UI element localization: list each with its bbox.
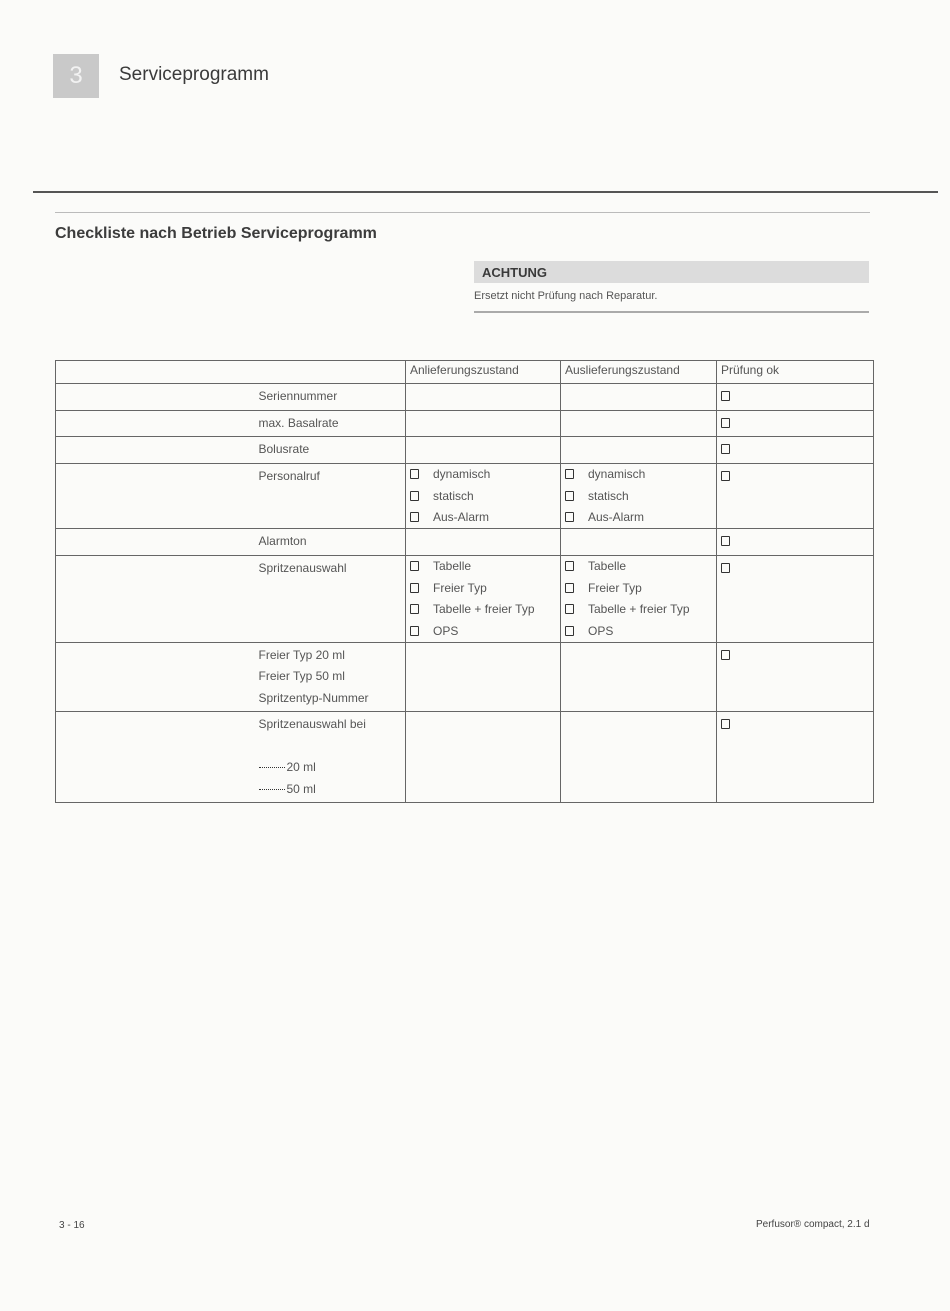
param-text: Spritzentyp-Nummer (258, 690, 369, 705)
checkbox-icon[interactable] (721, 471, 730, 481)
option-label: dynamisch (588, 467, 646, 482)
checkbox-icon[interactable] (410, 583, 419, 593)
checkbox-icon[interactable] (721, 563, 730, 573)
notice-heading: ACHTUNG (474, 261, 869, 283)
category-text (59, 558, 253, 580)
option-label: OPS (433, 623, 459, 638)
param-text (259, 757, 403, 779)
option-label: Tabelle (433, 559, 472, 574)
section-divider (55, 212, 870, 213)
fill-in-blank[interactable] (259, 789, 285, 790)
checkbox-icon[interactable] (565, 626, 574, 636)
aus-options-cell (561, 555, 717, 642)
header-cell (56, 361, 256, 384)
table-row (56, 642, 874, 712)
category-cell (56, 529, 256, 556)
pruefung-ok-cell (717, 384, 874, 411)
param-text: max. Basalrate (258, 415, 339, 430)
checkbox-option[interactable] (563, 577, 714, 599)
category-text (59, 466, 253, 488)
pruefung-ok-cell (717, 529, 874, 556)
category-text (59, 386, 253, 408)
option-label: OPS (588, 623, 614, 638)
checkbox-option[interactable] (408, 485, 558, 507)
aus-options-cell (561, 712, 717, 803)
checkbox-icon[interactable] (721, 444, 730, 454)
table-row (56, 384, 874, 411)
param-cell (256, 463, 406, 529)
param-text: Freier Typ 20 ml (258, 647, 345, 662)
param-text (259, 736, 403, 758)
option-label: Aus-Alarm (588, 510, 645, 525)
checkbox-option[interactable] (408, 620, 558, 642)
checkbox-option[interactable] (408, 464, 558, 486)
param-cell (256, 712, 406, 803)
option-label: Freier Typ (433, 580, 487, 595)
document-id: Perfusor® compact, 2.1 d (756, 1219, 870, 1230)
param-text: Spritzenauswahl bei (258, 717, 366, 731)
checkbox-icon[interactable] (565, 512, 574, 522)
anl-options-cell (406, 555, 561, 642)
pruefung-ok-cell (717, 437, 874, 464)
aus-options-cell (561, 529, 717, 556)
checkbox-option[interactable] (408, 577, 558, 599)
param-text: Personalruf (258, 468, 320, 483)
param-cell (256, 437, 406, 464)
param-text: Freier Typ 50 ml (258, 669, 345, 683)
param-text: Bolusrate (258, 442, 310, 456)
pruefung-ok-cell (717, 642, 874, 712)
checkbox-option[interactable] (563, 620, 714, 642)
category-cell (56, 410, 256, 437)
pruefung-ok-cell (717, 410, 874, 437)
option-label: Tabelle + freier Typ (433, 602, 535, 617)
param-text: Spritzenauswahl (258, 560, 347, 575)
category-text (59, 736, 253, 758)
table-row (56, 555, 874, 642)
checkbox-icon[interactable] (721, 719, 730, 729)
aus-options-cell (561, 437, 717, 464)
param-text: Alarmton (258, 534, 307, 548)
checkbox-option[interactable] (563, 507, 714, 529)
header-divider (33, 191, 938, 193)
checkbox-icon[interactable] (565, 604, 574, 614)
aus-options-cell (561, 463, 717, 529)
checkbox-option[interactable] (563, 599, 714, 621)
checkbox-icon[interactable] (565, 561, 574, 571)
aus-options-cell (561, 642, 717, 712)
checkbox-icon[interactable] (565, 583, 574, 593)
checkbox-icon[interactable] (410, 561, 419, 571)
header-cell: Auslieferungszustand (561, 361, 717, 384)
checkbox-option[interactable] (563, 485, 714, 507)
checkbox-icon[interactable] (721, 418, 730, 428)
checkbox-icon[interactable] (565, 469, 574, 479)
param-cell (256, 555, 406, 642)
category-text (59, 439, 253, 461)
volume-label: 50 ml (286, 781, 316, 796)
checkbox-option[interactable] (563, 464, 714, 486)
category-text (59, 645, 253, 667)
param-cell (256, 410, 406, 437)
checkbox-icon[interactable] (721, 391, 730, 401)
category-text (59, 531, 253, 553)
header-cell (256, 361, 406, 384)
checkbox-icon[interactable] (721, 536, 730, 546)
option-label: Freier Typ (588, 580, 642, 595)
header-cell: Anlieferungszustand (406, 361, 561, 384)
table-header-row (56, 361, 874, 384)
checkbox-icon[interactable] (565, 491, 574, 501)
notice-text: Ersetzt nicht Prüfung nach Reparatur. (474, 290, 658, 302)
checklist-table (55, 360, 874, 803)
anl-options-cell (406, 437, 561, 464)
checkbox-icon[interactable] (410, 604, 419, 614)
page-number: 3 - 16 (59, 1220, 85, 1231)
table-row (56, 712, 874, 803)
param-cell (256, 642, 406, 712)
table-row (56, 463, 874, 529)
category-cell (56, 463, 256, 529)
param-cell (256, 384, 406, 411)
pruefung-ok-cell (717, 463, 874, 529)
fill-in-blank[interactable] (259, 767, 285, 768)
pruefung-ok-cell (717, 712, 874, 803)
header-cell: Prüfung ok (717, 361, 874, 384)
option-label: Tabelle + freier Typ (588, 602, 690, 617)
anl-options-cell (406, 384, 561, 411)
chapter-number: 3 (53, 54, 99, 98)
option-label: dynamisch (433, 467, 491, 482)
aus-options-cell (561, 410, 717, 437)
checkbox-icon[interactable] (410, 512, 419, 522)
checkbox-option[interactable] (408, 556, 558, 578)
anl-options-cell (406, 463, 561, 529)
param-text (259, 779, 403, 801)
category-cell (56, 712, 256, 803)
option-label: Aus-Alarm (433, 510, 490, 525)
table-row (56, 437, 874, 464)
chapter-title: Serviceprogramm (119, 64, 269, 85)
anl-options-cell (406, 410, 561, 437)
param-text: Seriennummer (258, 389, 338, 403)
checkbox-icon[interactable] (721, 650, 730, 660)
category-cell (56, 555, 256, 642)
pruefung-ok-cell (717, 555, 874, 642)
category-cell (56, 437, 256, 464)
volume-label: 20 ml (286, 760, 316, 774)
anl-options-cell (406, 712, 561, 803)
param-cell (256, 529, 406, 556)
checkbox-option[interactable] (408, 507, 558, 529)
category-cell (56, 384, 256, 411)
anl-options-cell (406, 642, 561, 712)
option-label: statisch (433, 488, 474, 503)
category-text (59, 413, 253, 435)
category-cell (56, 642, 256, 712)
section-title: Checkliste nach Betrieb Serviceprogramm (55, 225, 377, 242)
checkbox-icon[interactable] (410, 469, 419, 479)
notice-rule (474, 311, 869, 313)
option-label: Tabelle (588, 559, 627, 574)
checkbox-option[interactable] (563, 556, 714, 578)
aus-options-cell (561, 384, 717, 411)
anl-options-cell (406, 529, 561, 556)
checkbox-icon[interactable] (410, 491, 419, 501)
checkbox-icon[interactable] (410, 626, 419, 636)
table-row (56, 529, 874, 556)
checkbox-option[interactable] (408, 599, 558, 621)
category-text (59, 714, 253, 736)
table-row (56, 410, 874, 437)
option-label: statisch (588, 488, 629, 503)
